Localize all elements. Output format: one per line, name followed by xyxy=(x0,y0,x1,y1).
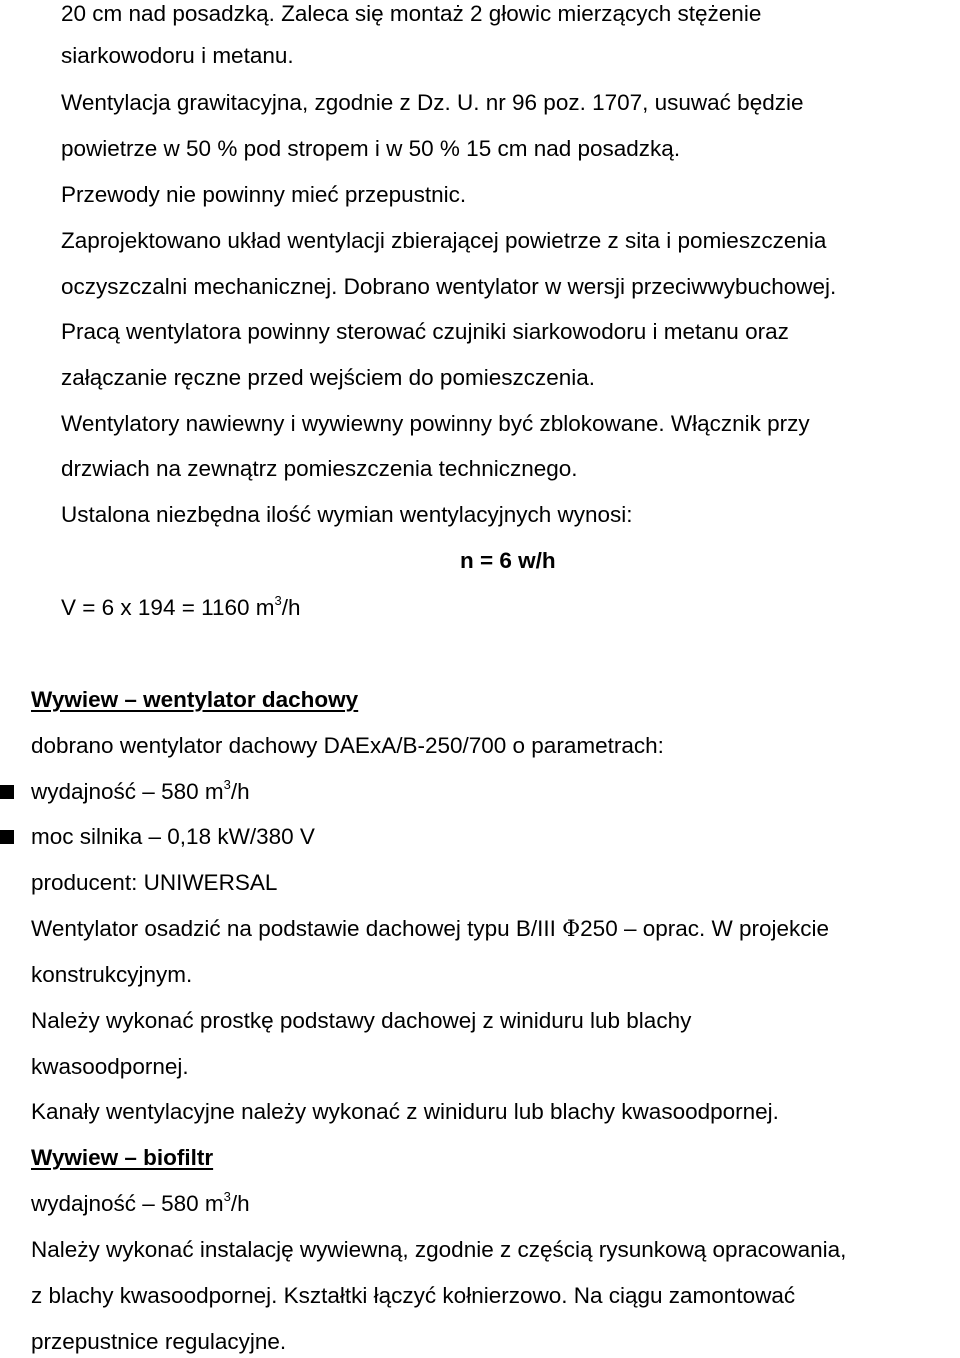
section-heading-biofilter: Wywiew – biofiltr xyxy=(31,1145,214,1170)
volume-formula: V = 6 x 194 = 1160 $m^3/h$ xyxy=(61,593,301,620)
paragraph-line: Wentylatory nawiewny i wywiewny powinny być zblokowane. Włącznik przy xyxy=(61,411,810,436)
paragraph-line: Wentylacja grawitacyjna, zgodnie z Dz. U. nr 96 poz. 1707, usuwać będzie xyxy=(61,90,804,115)
paragraph-line: Zaprojektowano układ wentylacji zbierającej powietrze z sita i pomieszczenia xyxy=(61,228,827,253)
paragraph-line: Pracą wentylatora powinny sterować czujniki siarkowodoru i metanu oraz xyxy=(61,319,789,344)
paragraph-line: Kanały wentylacyjne należy wykonać z winiduru lub blachy kwasoodpornej. xyxy=(31,1099,779,1124)
list-item: wydajność – 580 $m^3/h$ xyxy=(31,777,250,804)
section-heading-roof-fan: Wywiew – wentylator dachowy xyxy=(31,687,359,712)
paragraph-line: Wentylator osadzić na podstawie dachowej typu B/III Φ250 – oprac. W projekcie xyxy=(31,916,830,942)
paragraph-line: wydajność – 580 $m^3/h$ xyxy=(31,1189,250,1216)
paragraph-line: konstrukcyjnym. xyxy=(31,962,193,987)
paragraph-line: Należy wykonać prostkę podstawy dachowej z winiduru lub blachy xyxy=(31,1008,692,1033)
paragraph-line: drzwiach na zewnątrz pomieszczenia technicznego. xyxy=(61,456,578,481)
paragraph-line: 20 cm nad posadzką. Zaleca się montaż 2 głowic mierzących stężenie xyxy=(61,1,762,26)
list-item: moc silnika – 0,18 kW/380 V xyxy=(31,824,315,849)
phi-symbol: Φ xyxy=(562,917,581,942)
air-exchange-formula: n = 6 w/h xyxy=(460,548,556,573)
paragraph-line: dobrano wentylator dachowy DAExA/B-250/700 o parametrach: xyxy=(31,733,664,758)
paragraph-line: z blachy kwasoodpornej. Kształtki łączyć kołnierzowo. Na ciągu zamontować xyxy=(31,1283,796,1308)
paragraph-line: kwasoodpornej. xyxy=(31,1054,189,1079)
paragraph-line: Należy wykonać instalację wywiewną, zgodnie z częścią rysunkową opracowania, xyxy=(31,1237,847,1262)
paragraph-line: Przewody nie powinny mieć przepustnic. xyxy=(61,182,467,207)
paragraph-line: powietrze w 50 % pod stropem i w 50 % 15 cm nad posadzką. xyxy=(61,136,681,161)
paragraph-line: oczyszczalni mechanicznej. Dobrano wentylator w wersji przeciwwybuchowej. xyxy=(61,274,837,299)
paragraph-line: producent: UNIWERSAL xyxy=(31,870,278,895)
paragraph-line: przepustnice regulacyjne. xyxy=(31,1329,287,1354)
bullet-square-icon xyxy=(0,830,14,844)
paragraph-line: Ustalona niezbędna ilość wymian wentylacyjnych wynosi: xyxy=(61,502,633,527)
bullet-square-icon xyxy=(0,785,14,799)
paragraph-line: siarkowodoru i metanu. xyxy=(61,43,294,68)
paragraph-line: załączanie ręczne przed wejściem do pomieszczenia. xyxy=(61,365,596,390)
